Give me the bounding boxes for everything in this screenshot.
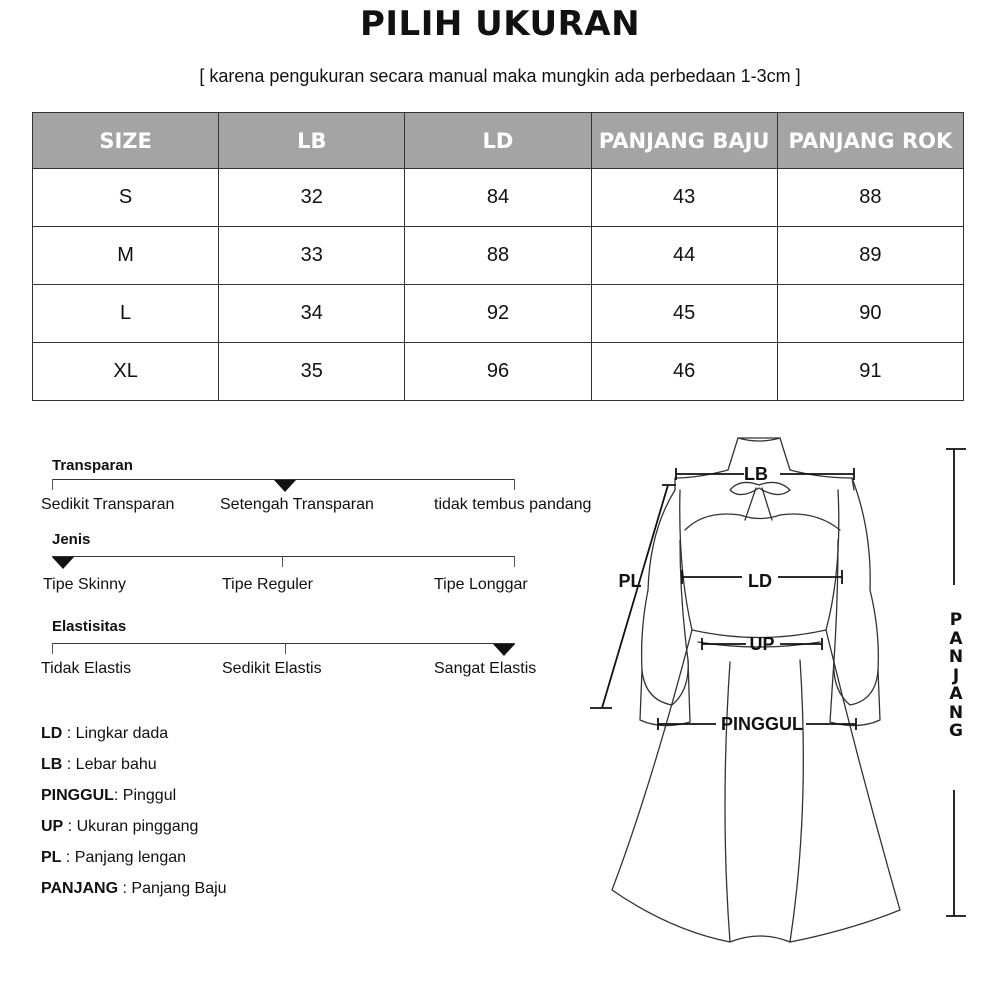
scale-option: Setengah Transparan (220, 496, 374, 513)
legend-key: PL (41, 849, 62, 866)
header-size: SIZE (33, 113, 219, 169)
scale-option: Sangat Elastis (434, 660, 537, 677)
panjang-indicator (938, 445, 974, 925)
table-cell: M (33, 227, 219, 285)
panjang-letter: N (948, 702, 964, 723)
scale-label: Jenis (52, 531, 91, 548)
scale-jenis (40, 531, 600, 601)
scale-tick (282, 556, 283, 567)
table-row (33, 285, 964, 343)
panjang-label (938, 611, 974, 741)
table-row (33, 169, 964, 227)
scale-option: tidak tembus pandang (434, 496, 592, 513)
table-cell: 44 (591, 227, 777, 285)
scale-option: Sedikit Elastis (222, 660, 322, 677)
legend-key: LD (41, 725, 63, 742)
legend-row (41, 753, 227, 784)
pl-label: PL (618, 571, 642, 591)
scale-label: Elastisitas (52, 618, 127, 635)
table-cell: 96 (405, 343, 591, 401)
table-cell: 32 (219, 169, 405, 227)
pinggul-label: PINGGUL (720, 714, 804, 734)
pl-line (590, 485, 676, 708)
legend-desc: Panjang lengan (74, 849, 187, 866)
table-row (33, 227, 964, 285)
dress-diagram (580, 430, 910, 960)
dress-outline (612, 438, 900, 942)
scale-selected-marker (52, 557, 74, 569)
table-cell: 89 (777, 227, 963, 285)
table-cell: 35 (219, 343, 405, 401)
legend-sep: : (118, 880, 132, 897)
table-cell: S (33, 169, 219, 227)
page-subtitle: [ karena pengukuran secara manual maka mungkin ada perbedaan 1-3cm ] (199, 66, 801, 86)
legend-desc: Pinggul (122, 787, 177, 804)
header-ld: LD (405, 113, 591, 169)
panjang-letter: G (949, 721, 963, 741)
panjang-letter: P (949, 610, 963, 630)
table-cell: L (33, 285, 219, 343)
table-cell: 91 (777, 343, 963, 401)
table-cell: 43 (591, 169, 777, 227)
legend-key: UP (41, 818, 64, 835)
legend-sep: : (61, 849, 75, 866)
table-cell: 90 (777, 285, 963, 343)
scale-option: Tipe Longgar (434, 576, 528, 593)
panjang-letter: A (949, 684, 963, 704)
table-cell: 84 (405, 169, 591, 227)
size-table (32, 112, 964, 401)
lb-label: LB (744, 464, 768, 484)
measurement-lines (590, 468, 856, 730)
scale-line (52, 556, 515, 557)
table-cell: XL (33, 343, 219, 401)
panjang-letter: J (952, 665, 960, 686)
legend-desc: Ukuran pinggang (76, 818, 199, 835)
scale-elastisitas (40, 618, 600, 688)
scale-tick (514, 479, 515, 490)
scale-tick (52, 479, 53, 490)
legend-desc: Panjang Baju (131, 880, 227, 897)
legend-key: PINGGUL (41, 787, 114, 804)
legend-row (41, 846, 227, 877)
table-cell: 46 (591, 343, 777, 401)
scale-line (52, 643, 515, 644)
header-panjang-baju: PANJANG BAJU (591, 113, 777, 169)
header-panjang-rok: PANJANG ROK (777, 113, 963, 169)
table-cell: 33 (219, 227, 405, 285)
table-cell: 88 (405, 227, 591, 285)
scale-tick (514, 556, 515, 567)
legend-row (41, 877, 227, 908)
scale-selected-marker (274, 480, 296, 492)
legend-desc: Lebar bahu (75, 756, 157, 773)
page-title: PILIH UKURAN (359, 4, 641, 44)
table-row (33, 343, 964, 401)
scale-selected-marker (493, 644, 515, 656)
header-lb: LB (219, 113, 405, 169)
scale-label: Transparan (52, 457, 133, 474)
scale-option: Tipe Reguler (222, 576, 314, 593)
legend-sep: : (63, 818, 77, 835)
legend-key: PANJANG (41, 880, 119, 897)
panjang-letter: N (948, 647, 964, 667)
legend-sep: : (62, 725, 76, 742)
scale-tick (52, 643, 53, 654)
table-cell: 92 (405, 285, 591, 343)
legend-key: LB (41, 756, 63, 773)
scale-option: Sedikit Transparan (41, 496, 175, 513)
legend-row (41, 784, 227, 815)
legend-desc: Lingkar dada (75, 725, 169, 742)
legend-row (41, 815, 227, 846)
up-label: UP (749, 634, 775, 654)
ld-label: LD (748, 571, 772, 591)
scale-option: Tipe Skinny (43, 576, 126, 593)
measurement-legend (41, 722, 227, 908)
scale-transparan (40, 457, 600, 527)
legend-sep: : (113, 787, 123, 804)
scale-option: Tidak Elastis (41, 660, 132, 677)
legend-row (41, 722, 227, 753)
table-cell: 34 (219, 285, 405, 343)
scale-tick (285, 643, 286, 654)
table-cell: 88 (777, 169, 963, 227)
legend-sep: : (62, 756, 76, 773)
table-cell: 45 (591, 285, 777, 343)
panjang-letter: A (949, 628, 963, 649)
size-table-header-row (33, 113, 964, 169)
